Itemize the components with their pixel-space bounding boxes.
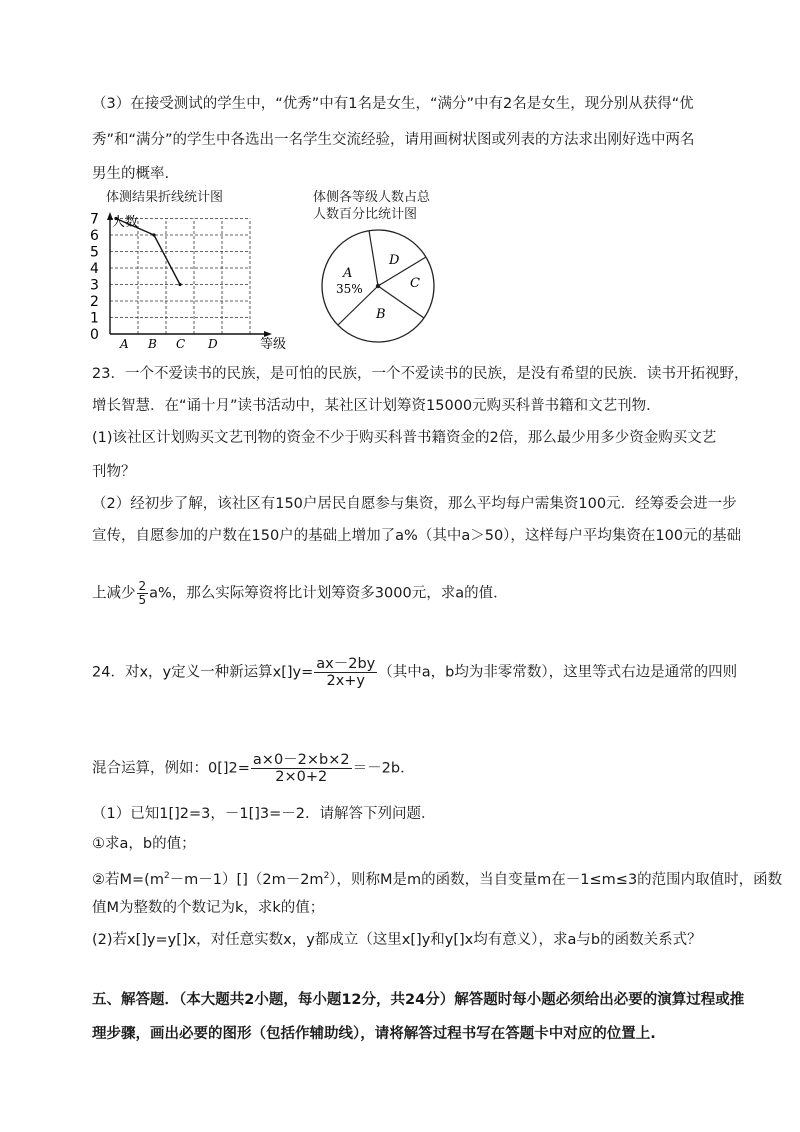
x-tick-label: D <box>208 337 218 350</box>
pie-label-a: A <box>343 266 353 281</box>
x-tick-label: C <box>176 337 186 350</box>
y-tick-label: 7 <box>90 211 99 228</box>
data-point <box>152 233 155 236</box>
pie-label-d: D <box>389 253 400 268</box>
q24-line5-part-b: －m－1）[]（2m－2m <box>169 871 324 888</box>
section5-heading-line2: 理步骤，画出必要的图形（包括作辅助线），请将解答过程书写在答题卡中对应的位置上. <box>92 1026 656 1042</box>
q23-line7-pre: 上减少 <box>92 585 136 602</box>
pie-divider-a-d <box>369 231 378 286</box>
fraction-numerator: 2 <box>138 579 147 593</box>
y-tick-label: 1 <box>90 310 99 327</box>
q22-part3-line2: 秀”和“满分”的学生中各选出一名学生交流经验，请用画树状图或列表的方法求出刚好选中两名 <box>92 132 695 148</box>
fraction-numerator: a×0－2×b×2 <box>252 752 350 768</box>
section5-heading-line1: 五、解答题．（本大题共2小题，每小题12分，共24分）解答题时每小题必须给出必要的演算过程或推 <box>92 992 745 1008</box>
fraction-denominator: 5 <box>138 593 147 607</box>
pie-label-a-percent: 35% <box>336 282 363 296</box>
q24-line2-post: ＝－2b． <box>352 760 415 777</box>
q24-line4: ①求a，b的值； <box>92 836 196 852</box>
q22-part3-line1: （3）在接受测试的学生中，“优秀”中有1名是女生，“满分”中有2名是女生，现分别从获得“优 <box>92 96 694 112</box>
line-chart-ylabel: 人数 <box>112 215 139 230</box>
q24-line2 <box>92 752 415 785</box>
q24-line5-part-c: ），则称M是m的函数，当自变量m在－1≤m≤3的范围内取值时，函数 <box>329 871 783 888</box>
pie-label-b: B <box>376 307 386 322</box>
y-tick-label: 5 <box>90 244 99 261</box>
q23-line3: (1)该社区计划购买文艺刊物的资金不少于购买科普书籍资金的2倍，那么最少用多少资金购买文艺 <box>92 430 717 446</box>
q24-definition-fraction <box>314 656 377 689</box>
fraction-numerator: ax－2by <box>316 656 376 672</box>
line-chart-xlabel: 等级 <box>260 337 287 350</box>
q23-line4: 刊物？ <box>92 464 136 480</box>
y-tick-label: 3 <box>90 277 99 294</box>
data-point <box>178 283 181 286</box>
q23-line7-post: a%，那么实际筹资将比计划筹资多3000元，求a的值． <box>149 585 508 602</box>
q24-line6: 值M为整数的个数记为k，求k的值； <box>92 900 325 916</box>
y-tick-label: 6 <box>90 228 99 244</box>
q23-line1: 23．一个不爱读书的民族，是可怕的民族，一个不爱读书的民族，是没有希望的民族．读书开拓视野， <box>92 366 749 382</box>
line-chart-y-ticks <box>90 212 99 344</box>
pie-chart <box>318 226 438 346</box>
x-tick-label: A <box>120 337 129 350</box>
q22-part3-line3: 男生的概率. <box>92 166 170 182</box>
q24-line5 <box>92 866 782 890</box>
q24-line1-pre: 24．对x，y定义一种新运算x[]y= <box>92 664 314 681</box>
q23-line2: 增长智慧．在“诵十月”读书活动中，某社区计划筹资15000元购买科普书籍和文艺刊物． <box>92 398 661 414</box>
q24-line3: （1）已知1[]2=3，－1[]3=－2．请解答下列问题． <box>92 806 436 822</box>
q24-line1 <box>92 656 737 689</box>
q24-line1-post: （其中a，b均为非零常数），这里等式右边是通常的四则 <box>378 664 738 681</box>
pie-center <box>376 284 380 288</box>
superscript: 2 <box>163 871 170 881</box>
fraction-denominator: 2x+y <box>326 673 366 689</box>
y-tick-label: 2 <box>90 294 99 310</box>
q23-line7 <box>92 580 508 607</box>
y-tick-label: 0 <box>90 327 99 343</box>
pie-chart-title-line1: 体侧各等级人数占总 <box>313 190 431 205</box>
q23-line5: （2）经初步了解，该社区有150户居民自愿参与集资，那么平均每户需集资100元．经筹委会进一步 <box>92 496 737 512</box>
line-chart-x-ticks <box>119 337 218 350</box>
line-chart-axes <box>107 212 272 337</box>
y-tick-label: 4 <box>90 261 99 277</box>
x-tick-label: B <box>148 337 157 350</box>
q24-line7: (2)若x[]y=y[]x，对任意实数x，y都成立（这里x[]y和y[]x均有意义），求a与b的函数关系式？ <box>92 932 702 948</box>
pie-label-c: C <box>410 276 420 291</box>
fraction-denominator: 2×0+2 <box>275 769 328 785</box>
superscript: 2 <box>323 871 330 881</box>
q24-example-fraction <box>251 752 352 785</box>
q23-line6: 宣传，自愿参加的户数在150户的基础上增加了a%（其中a＞50），这样每户平均集资在100元的基础 <box>92 528 742 544</box>
line-chart-title: 体测结果折线统计图 <box>106 190 224 205</box>
q24-line2-pre: 混合运算，例如：0[]2= <box>92 760 250 777</box>
line-chart-grid <box>110 219 250 335</box>
pie-chart-title-line2: 人数百分比统计图 <box>313 207 418 222</box>
line-chart <box>88 204 298 350</box>
fraction-two-fifths <box>137 580 149 607</box>
q24-line5-part-a: ②若M=(m <box>92 871 164 888</box>
